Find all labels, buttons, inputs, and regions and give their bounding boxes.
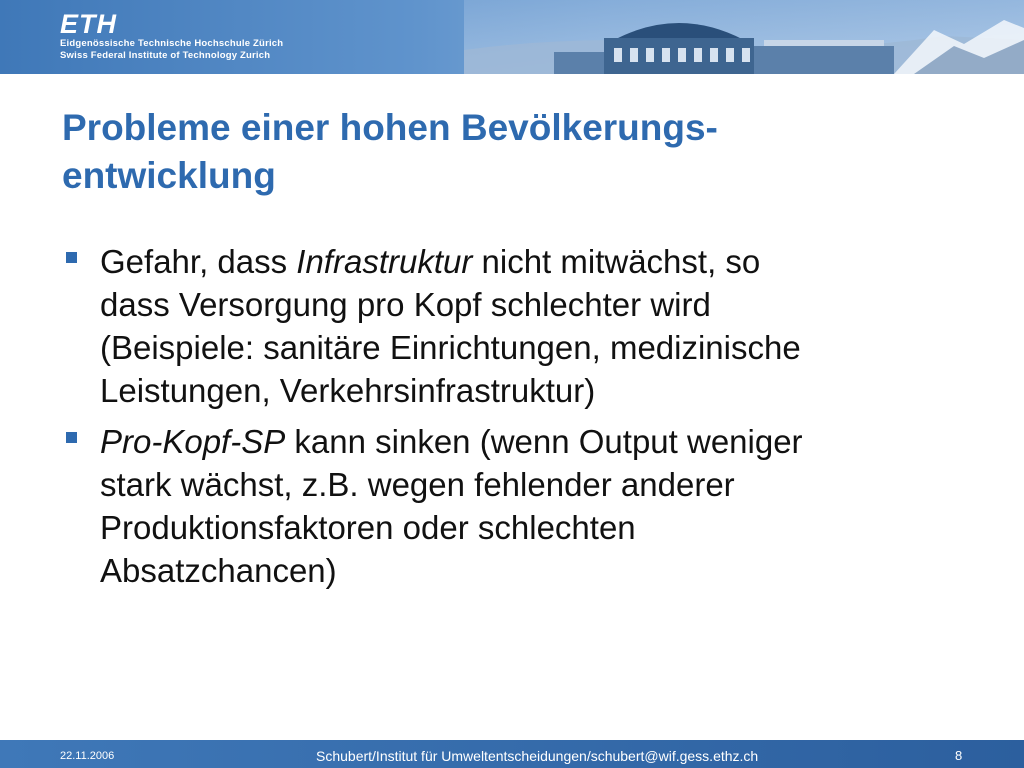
bullet-item-infrastructure — [62, 240, 962, 412]
eth-logo: ETH — [60, 9, 117, 39]
bullet-text: nicht mitwächst, so — [472, 243, 761, 280]
page-number: 8 — [955, 748, 963, 763]
slide-title — [62, 104, 962, 200]
footer-author: Schubert/Institut für Umweltentscheidungen/schubert@wif.gess.ethz.ch — [316, 748, 759, 764]
building-photo — [464, 0, 1024, 74]
bullet-line: (Beispiele: sanitäre Einrichtungen, medizinische — [100, 329, 801, 366]
bullet-list — [62, 240, 962, 600]
bullet-emphasis: Pro-Kopf-SP — [100, 423, 286, 460]
slide-title-line-1: Probleme einer hohen Bevölkerungs- — [62, 107, 718, 148]
bullet-line: Leistungen, Verkehrsinfrastruktur) — [100, 372, 596, 409]
bullet-line: Absatzchancen) — [100, 552, 337, 589]
bullet-text: kann sinken (wenn Output weniger — [285, 423, 803, 460]
bullet-line — [100, 240, 962, 283]
bullet-item-pro-kopf-sp — [62, 420, 962, 592]
footer-bar — [0, 740, 1024, 768]
slide-title-line-2: entwicklung — [62, 155, 276, 196]
bullet-line: dass Versorgung pro Kopf schlechter wird — [100, 286, 711, 323]
square-bullet-icon — [66, 432, 77, 443]
footer-date: 22.11.2006 — [60, 750, 115, 762]
institution-name-de: Eidgenössische Technische Hochschule Zürich — [60, 38, 284, 49]
eth-logo-block — [60, 10, 283, 62]
bullet-line: stark wächst, z.B. wegen fehlender anderer — [100, 466, 735, 503]
header-banner — [0, 0, 1024, 74]
bullet-line — [100, 420, 962, 463]
bullet-emphasis: Infrastruktur — [296, 243, 473, 280]
institution-name-en: Swiss Federal Institute of Technology Zurich — [60, 50, 271, 61]
bullet-text: Gefahr, dass — [100, 243, 297, 280]
bullet-line: Produktionsfaktoren oder schlechten — [100, 509, 636, 546]
square-bullet-icon — [66, 252, 77, 263]
